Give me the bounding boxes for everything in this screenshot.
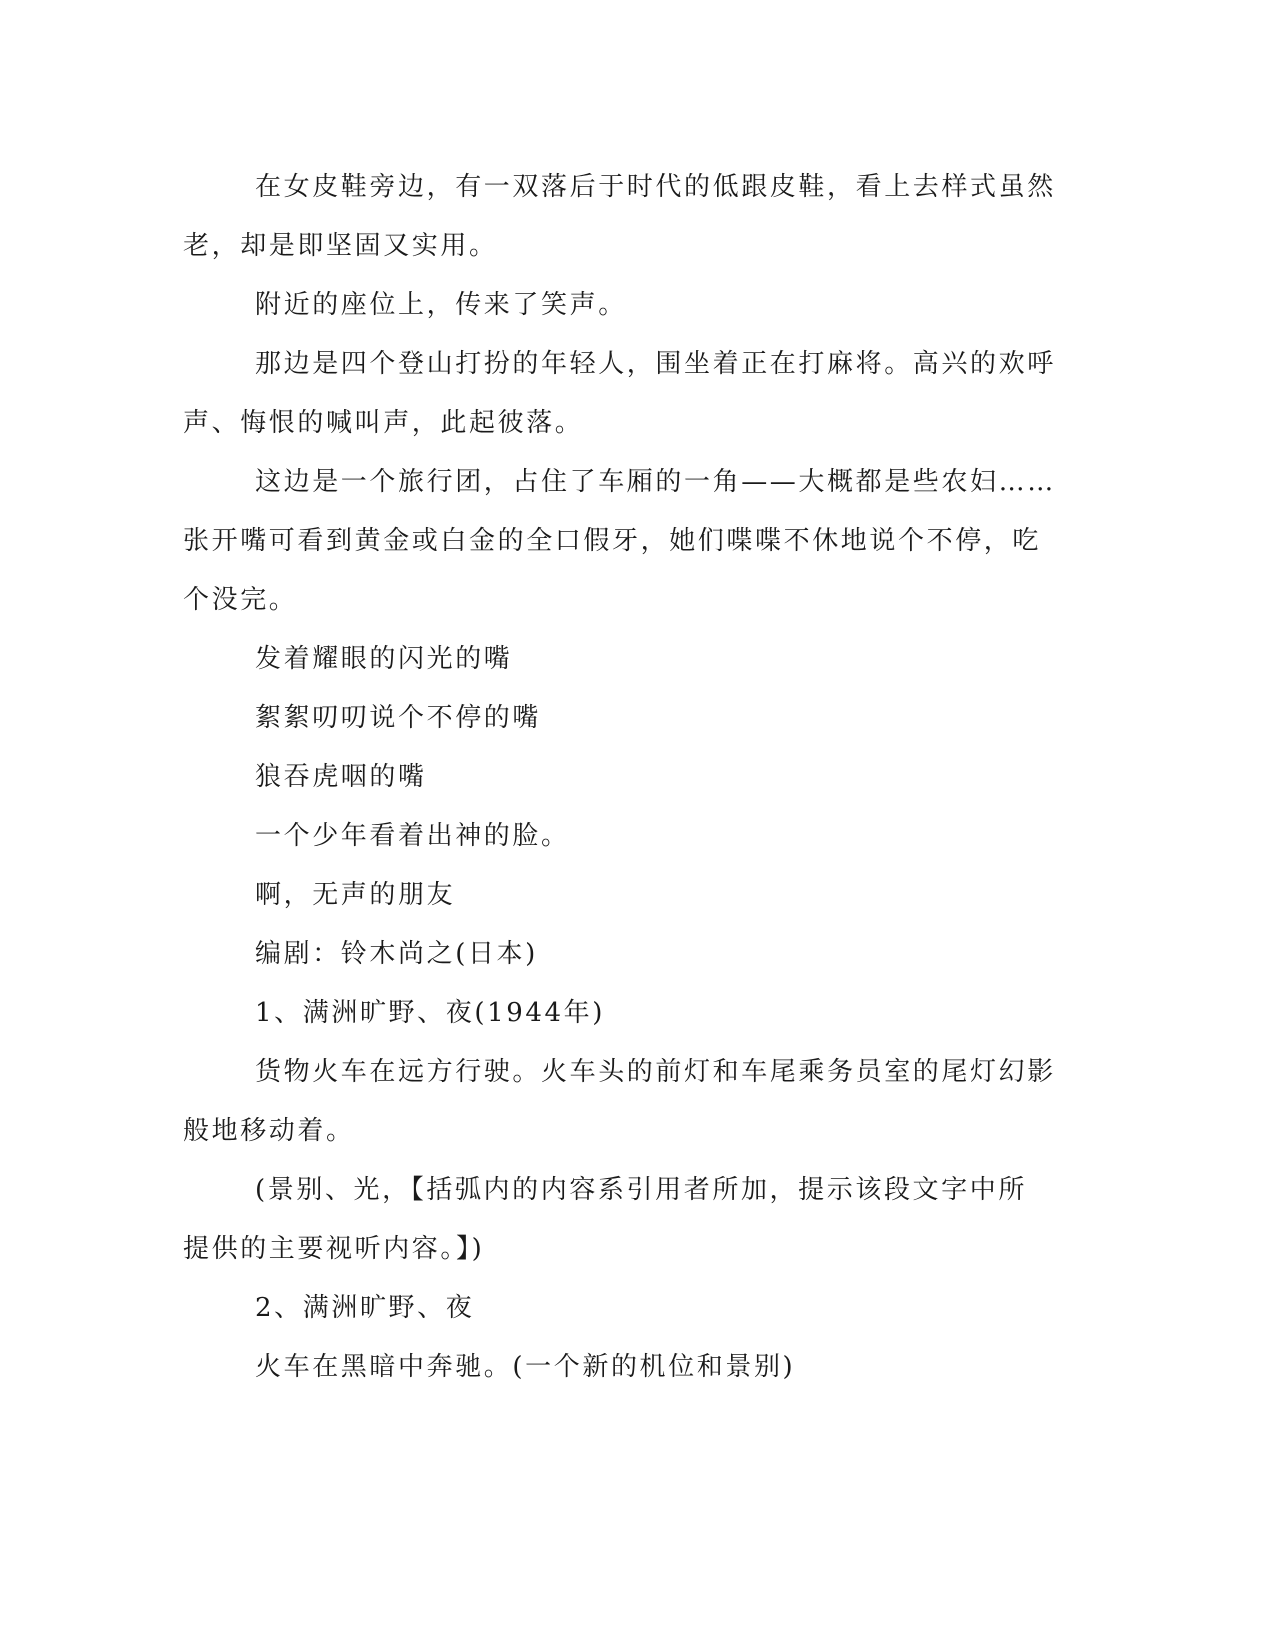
text-line: 火车在黑暗中奔驰。(一个新的机位和景别): [255, 1352, 796, 1382]
scene-1-note: [183, 1161, 1035, 1279]
poem-line-flashing-mouth: [183, 630, 1035, 689]
paragraph-mahjong: [183, 335, 1056, 453]
text-line: 发着耀眼的闪光的嘴: [255, 644, 513, 674]
text-line: 声、悔恨的喊叫声，此起彼落。: [183, 408, 584, 438]
poem-line-boy-face: [183, 807, 1035, 866]
text-line: 货物火车在远方行驶。火车头的前灯和车尾乘务员室的尾灯幻影: [255, 1057, 1056, 1087]
poem-line-chattering-mouth: [183, 689, 1035, 748]
screenplay-writer: [183, 925, 1035, 984]
text-line: 2、满洲旷野、夜: [255, 1293, 475, 1323]
text-line: 一个少年看着出神的脸。: [255, 821, 570, 851]
paragraph-laughter: [183, 276, 1035, 335]
text-line: 附近的座位上，传来了笑声。: [255, 290, 627, 320]
poem-line-devouring-mouth: [183, 748, 1035, 807]
scene-heading-1: [183, 984, 1035, 1043]
screenplay-title: [183, 866, 1035, 925]
text-line: 在女皮鞋旁边，有一双落后于时代的低跟皮鞋，看上去样式虽然: [255, 172, 1056, 202]
text-line: 这边是一个旅行团，占住了车厢的一角——大概都是些农妇……: [255, 467, 1056, 497]
text-line: 张开嘴可看到黄金或白金的全口假牙，她们喋喋不休地说个不停，吃: [183, 526, 1042, 556]
text-line: 絮絮叨叨说个不停的嘴: [255, 703, 542, 733]
document-body: [183, 158, 1056, 1397]
scene-1-action: [183, 1043, 1056, 1161]
text-line: 个没完。: [183, 585, 298, 615]
scene-heading-2: [183, 1279, 1035, 1338]
text-line: 般地移动着。: [183, 1116, 355, 1146]
scene-2-action: [183, 1338, 1035, 1397]
text-line: 编剧：铃木尚之(日本): [255, 939, 538, 969]
text-line: 啊，无声的朋友: [255, 880, 456, 910]
text-line: 提供的主要视听内容。】): [183, 1234, 485, 1264]
text-line: 老，却是即坚固又实用。: [183, 231, 498, 261]
paragraph-old-shoes: [183, 158, 1056, 276]
text-line: 狼吞虎咽的嘴: [255, 762, 427, 792]
text-line: (景别、光，【括弧内的内容系引用者所加，提示该段文字中所: [255, 1175, 1027, 1205]
text-line: 那边是四个登山打扮的年轻人，围坐着正在打麻将。高兴的欢呼: [255, 349, 1056, 379]
text-line: 1、满洲旷野、夜(1944年): [255, 998, 605, 1028]
paragraph-tour-group: [183, 453, 1056, 630]
